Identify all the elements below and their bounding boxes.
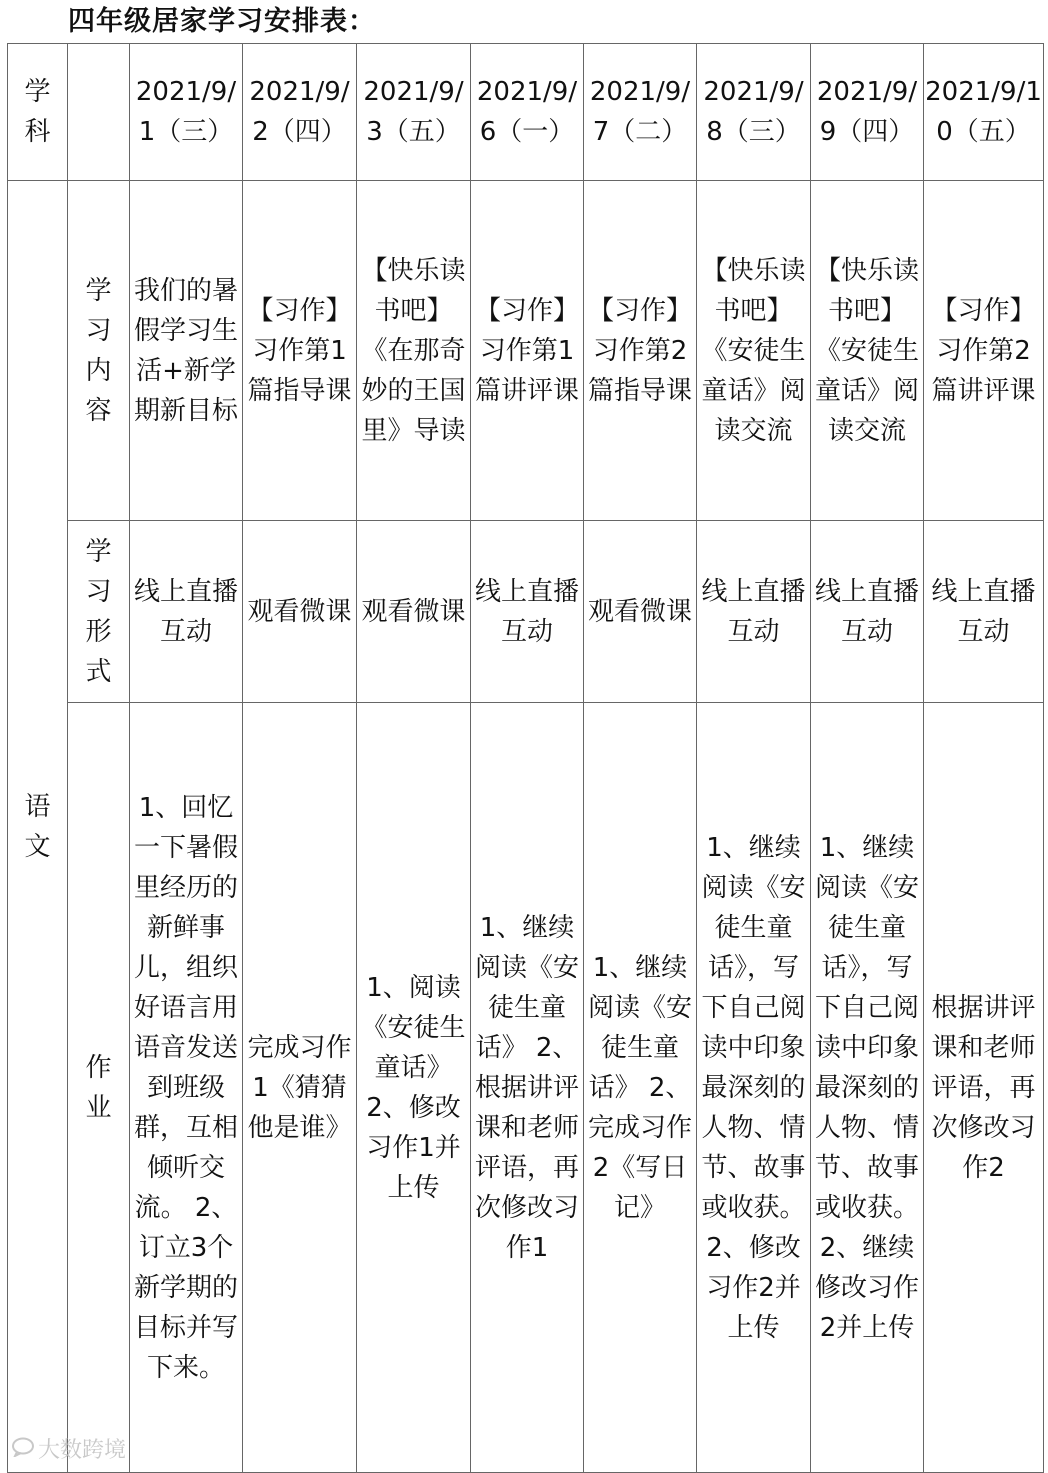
form-cell: 线上直播互动 (697, 521, 811, 703)
chat-bubble-icon (8, 1436, 38, 1466)
form-cell: 观看微课 (584, 521, 697, 703)
date-header: 2021/9/7（二） (584, 44, 697, 181)
schedule-table (7, 43, 1044, 1473)
date-header: 2021/9/8（三） (697, 44, 811, 181)
blank-header (68, 44, 130, 181)
homework-cell: 1、回忆一下暑假里经历的新鲜事儿，组织好语言用语音发送到班级群，互相倾听交流。 2、订立3个新学期的目标并写下来。 (130, 703, 243, 1473)
homework-cell: 1、继续阅读《安徒生童话》 2、根据讲评课和老师评语，再次修改习作1 (471, 703, 584, 1473)
homework-cell: 1、继续阅读《安徒生童话》 2、完成习作2《写日记》 (584, 703, 697, 1473)
homework-cell: 1、阅读《安徒生童话》 2、修改习作1并上传 (357, 703, 471, 1473)
form-cell: 线上直播互动 (811, 521, 924, 703)
date-header: 2021/9/9（四） (811, 44, 924, 181)
form-cell: 线上直播互动 (471, 521, 584, 703)
subject-header: 学科 (8, 44, 68, 181)
homework-cell: 1、继续阅读《安徒生童话》，写下自己阅读中印象最深刻的人物、情节、故事或收获。 2、继续修改习作2并上传 (811, 703, 924, 1473)
homework-cell: 根据讲评课和老师评语，再次修改习作2 (924, 703, 1044, 1473)
form-cell: 线上直播互动 (130, 521, 243, 703)
date-header: 2021/9/10（五） (924, 44, 1044, 181)
watermark-text: 大数跨境 (38, 1438, 127, 1463)
row-label-homework: 作业 (68, 703, 130, 1473)
content-cell: 我们的暑假学习生活+新学期新目标 (130, 181, 243, 521)
form-cell: 观看微课 (243, 521, 357, 703)
date-header: 2021/9/1（三） (130, 44, 243, 181)
page-title: 四年级居家学习安排表： (68, 6, 376, 37)
date-header: 2021/9/2（四） (243, 44, 357, 181)
row-label-content: 学习内容 (68, 181, 130, 521)
form-row (8, 521, 1044, 703)
content-cell: 【快乐读书吧】《安徒生童话》阅读交流 (811, 181, 924, 521)
content-cell: 【快乐读书吧】《安徒生童话》阅读交流 (697, 181, 811, 521)
content-cell: 【习作】习作第2篇指导课 (584, 181, 697, 521)
content-cell: 【习作】习作第1篇指导课 (243, 181, 357, 521)
content-row (8, 181, 1044, 521)
date-header: 2021/9/3（五） (357, 44, 471, 181)
watermark (8, 1436, 126, 1466)
homework-row (8, 703, 1044, 1473)
homework-cell: 1、继续阅读《安徒生童话》，写下自己阅读中印象最深刻的人物、情节、故事或收获。 2、修改习作2并上传 (697, 703, 811, 1473)
header-row (8, 44, 1044, 181)
date-header: 2021/9/6（一） (471, 44, 584, 181)
content-cell: 【快乐读书吧】《在那奇妙的王国里》导读 (357, 181, 471, 521)
content-cell: 【习作】习作第1篇讲评课 (471, 181, 584, 521)
row-label-form: 学习形式 (68, 521, 130, 703)
subject-cell: 语文 (8, 181, 68, 1473)
content-cell: 【习作】习作第2篇讲评课 (924, 181, 1044, 521)
homework-cell: 完成习作1《猜猜他是谁》 (243, 703, 357, 1473)
form-cell: 线上直播互动 (924, 521, 1044, 703)
form-cell: 观看微课 (357, 521, 471, 703)
